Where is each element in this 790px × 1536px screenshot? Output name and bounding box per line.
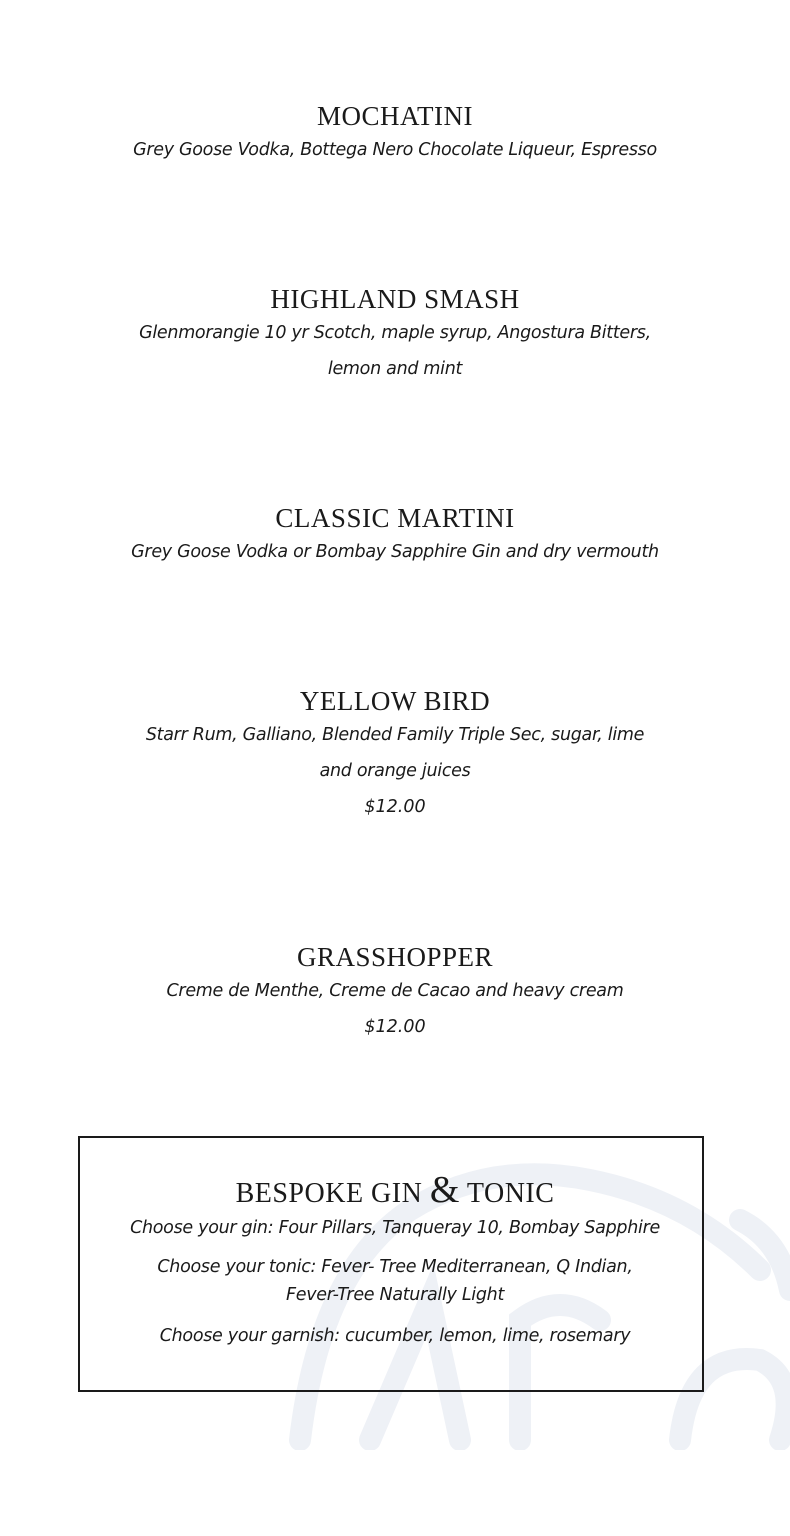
item-price: $12.00	[364, 797, 426, 817]
menu-item-grasshopper	[0, 941, 790, 1045]
bespoke-title-part-1: BESPOKE GIN	[235, 1178, 423, 1209]
menu-item-mochatini	[0, 100, 790, 168]
bespoke-title-ampersand: &	[429, 1169, 460, 1211]
item-price: $12.00	[364, 1017, 426, 1037]
menu-item-classic-martini	[0, 502, 790, 570]
item-title: GRASSHOPPER	[296, 942, 494, 972]
item-title: YELLOW BIRD	[299, 686, 491, 716]
menu-item-highland-smash	[0, 283, 790, 387]
bespoke-gin-options: Choose your gin: Four Pillars, Tanqueray 10, Bombay Sapphire	[130, 1218, 660, 1238]
item-title: MOCHATINI	[317, 101, 473, 131]
item-title: HIGHLAND SMASH	[270, 284, 520, 314]
item-description-line-1: Glenmorangie 10 yr Scotch, maple syrup, Angostura Bitters,	[139, 323, 651, 343]
item-description-line-1: Starr Rum, Galliano, Blended Family Triple Sec, sugar, lime	[145, 725, 645, 745]
menu-item-yellow-bird	[0, 685, 790, 825]
item-description-line-2: lemon and mint	[327, 359, 463, 379]
bespoke-tonic-options-line-2: Fever-Tree Naturally Light	[285, 1285, 505, 1305]
bespoke-title-part-2: TONIC	[466, 1178, 555, 1209]
item-description: Grey Goose Vodka, Bottega Nero Chocolate Liqueur, Espresso	[133, 140, 657, 160]
bespoke-title	[0, 1170, 790, 1214]
item-description-line-2: and orange juices	[319, 761, 471, 781]
bespoke-tonic-options-line-1: Choose your tonic: Fever- Tree Mediterranean, Q Indian,	[157, 1257, 633, 1277]
item-description: Creme de Menthe, Creme de Cacao and heavy cream	[166, 981, 624, 1001]
item-title: CLASSIC MARTINI	[275, 503, 515, 533]
item-description: Grey Goose Vodka or Bombay Sapphire Gin and dry vermouth	[131, 542, 659, 562]
bespoke-garnish-options: Choose your garnish: cucumber, lemon, lime, rosemary	[159, 1326, 631, 1346]
